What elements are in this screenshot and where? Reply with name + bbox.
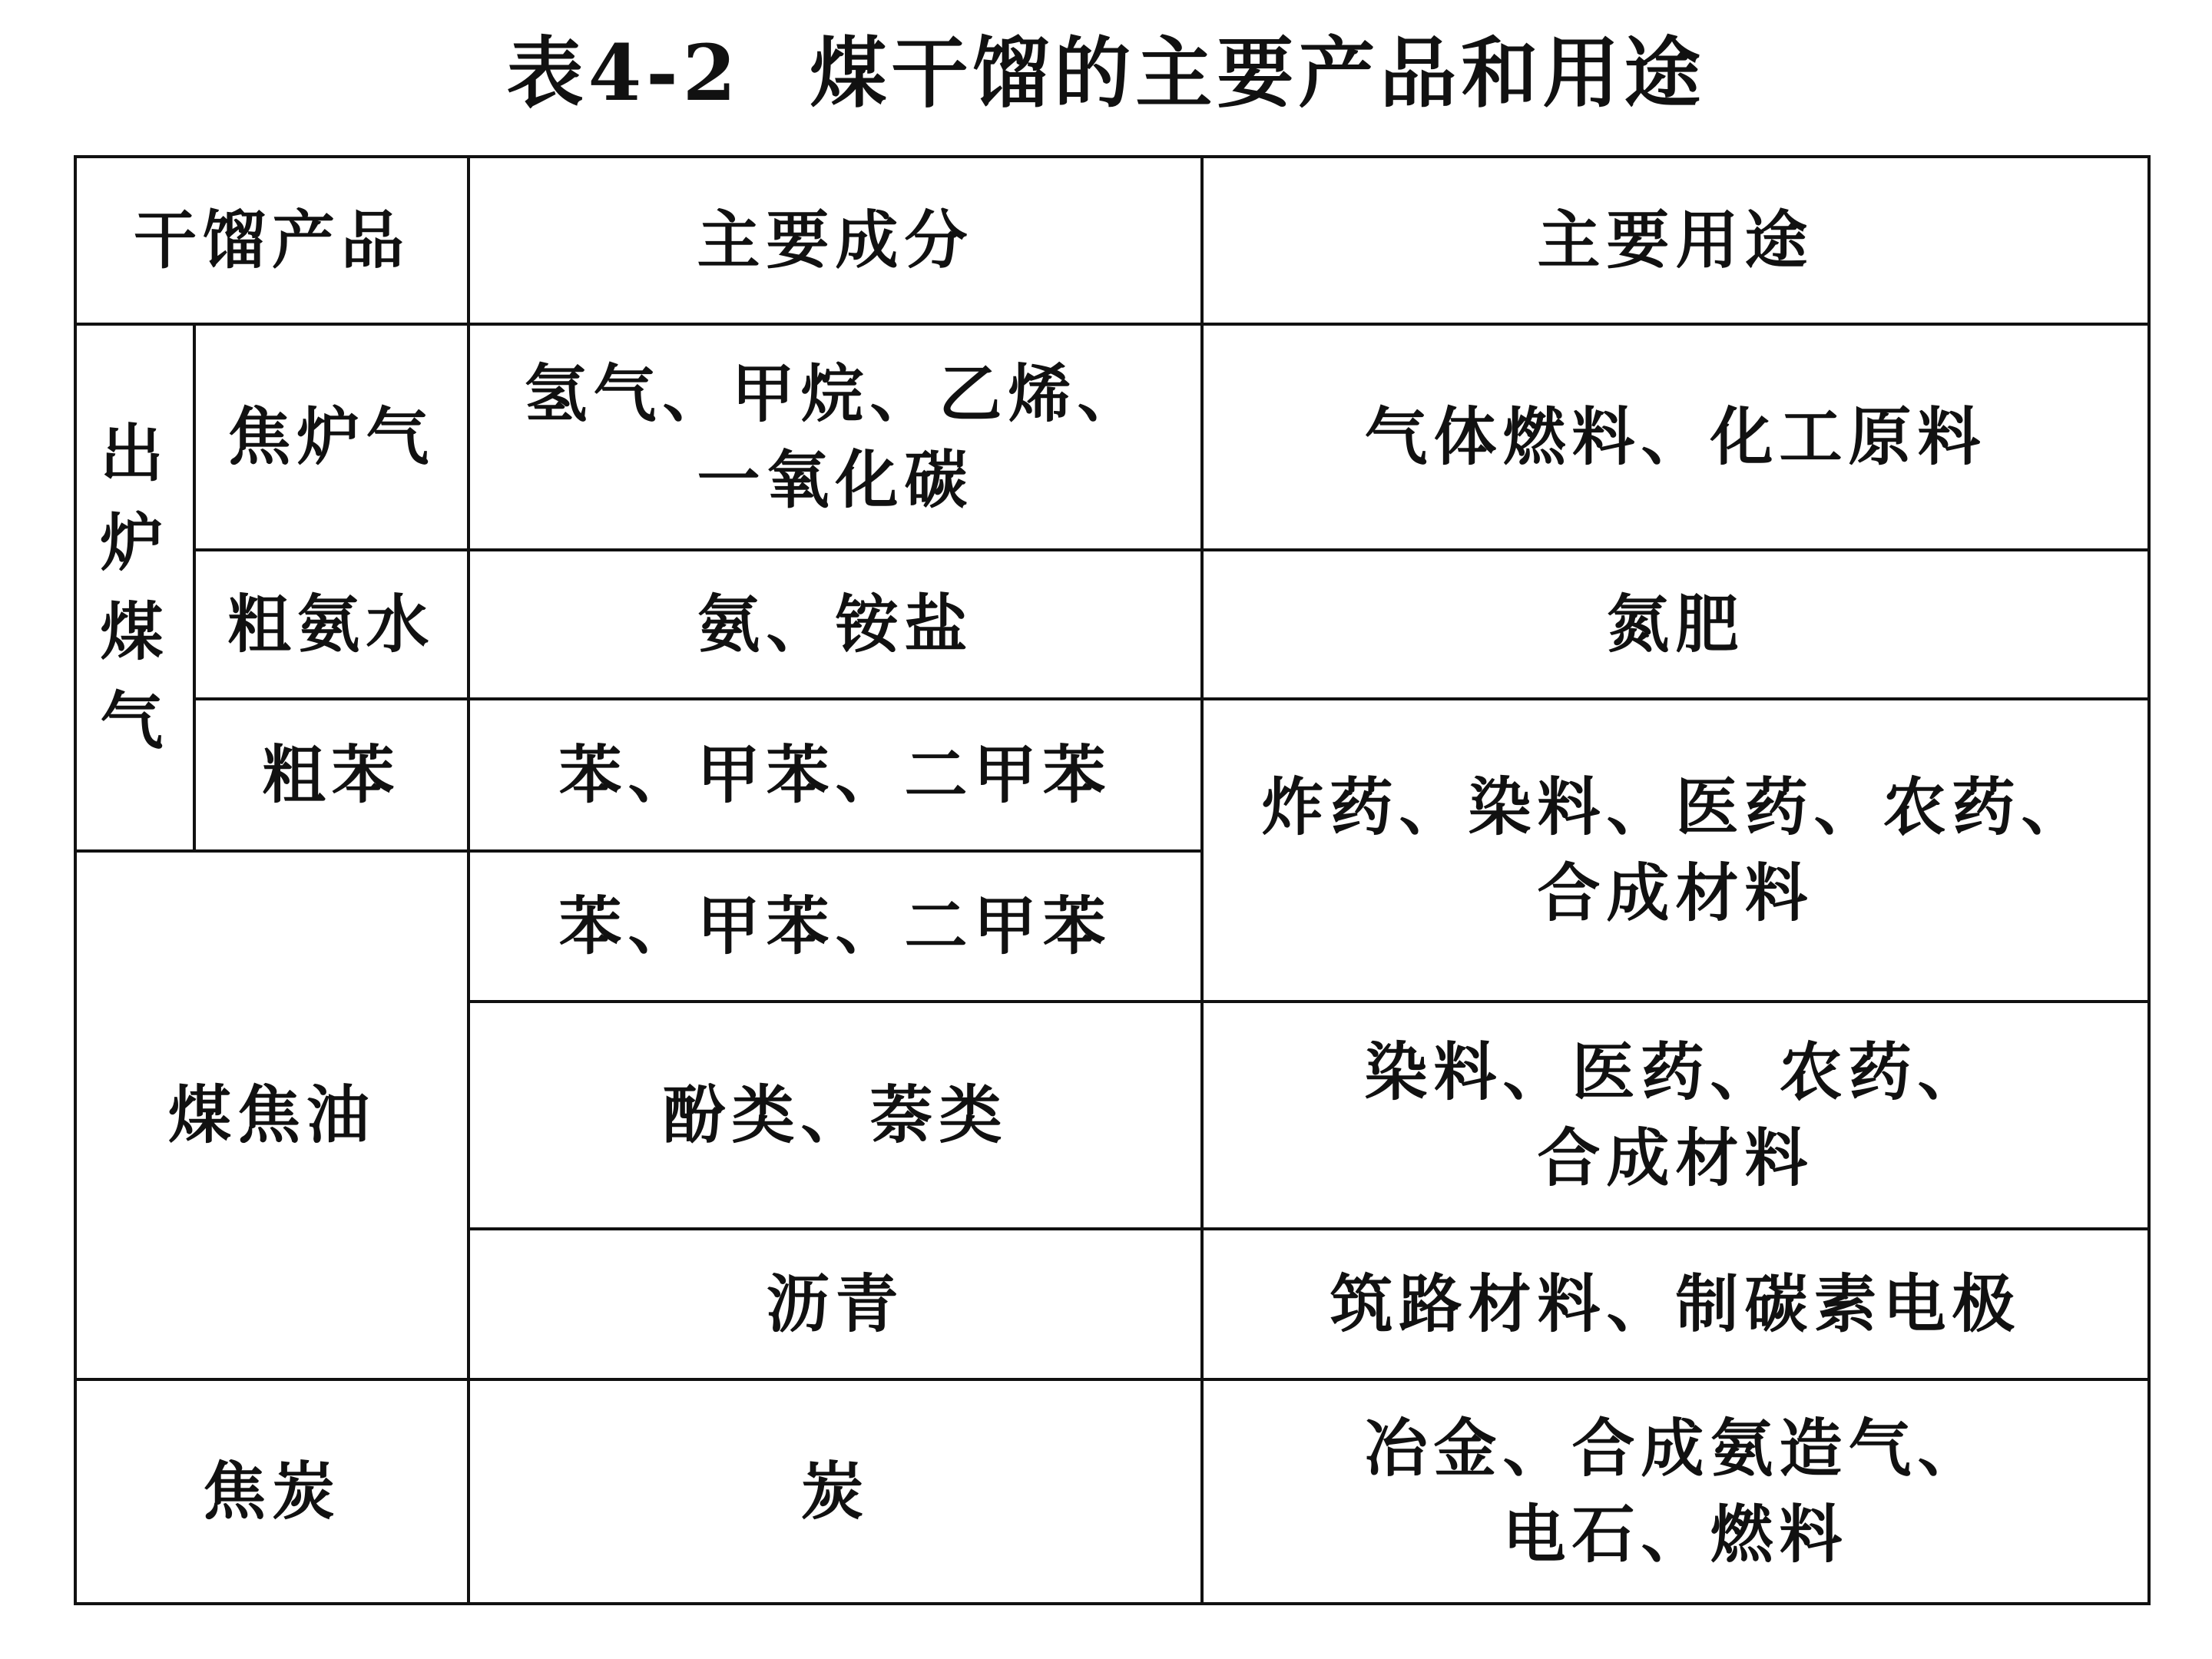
table-title — [0, 15, 2212, 131]
table-row — [75, 699, 2149, 851]
header-product: 干馏产品 — [75, 157, 469, 324]
use-coke-line1: 冶金、合成氨造气、 — [1364, 1412, 1987, 1485]
use-pitch: 筑路材料、制碳素电极 — [1202, 1229, 2149, 1379]
component-coke-gas-line2: 一氧化碳 — [697, 443, 974, 517]
table-row — [75, 324, 2149, 550]
header-component: 主要成分 — [469, 157, 1202, 324]
use-phenol-line1: 染料、医药、农药、 — [1364, 1035, 1987, 1109]
use-phenol-line2: 合成材料 — [1537, 1121, 1814, 1195]
use-coke-line2: 电石、燃料 — [1502, 1498, 1849, 1571]
use-phenol — [1202, 1002, 2149, 1229]
use-coke — [1202, 1379, 2149, 1604]
use-benzene-line1: 炸药、染料、医药、农药、 — [1260, 770, 2091, 844]
use-benzene — [1202, 699, 2149, 1002]
group-label-cell — [75, 324, 194, 851]
product-coke-gas: 焦炉气 — [194, 324, 469, 550]
component-coke-gas-line1: 氢气、甲烷、乙烯、 — [524, 357, 1147, 431]
table-caption: 煤干馏的主要产品和用途 — [810, 28, 1706, 118]
table-number: 表4-2 — [506, 28, 741, 118]
component-pitch: 沥青 — [469, 1229, 1202, 1379]
table-row — [75, 550, 2149, 699]
component-coke-gas — [469, 324, 1202, 550]
component-phenol: 酚类、萘类 — [469, 1002, 1202, 1229]
product-ammonia-water: 粗氨水 — [194, 550, 469, 699]
header-row — [75, 157, 2149, 324]
product-crude-benzene: 粗苯 — [194, 699, 469, 851]
product-coal-tar: 煤焦油 — [75, 851, 469, 1379]
header-use: 主要用途 — [1202, 157, 2149, 324]
coal-distillation-table — [74, 155, 2151, 1605]
use-benzene-line2: 合成材料 — [1537, 856, 1814, 930]
table-row — [75, 1379, 2149, 1604]
use-coke-gas: 气体燃料、化工原料 — [1202, 324, 2149, 550]
component-ammonia-water: 氨、铵盐 — [469, 550, 1202, 699]
component-crude-benzene: 苯、甲苯、二甲苯 — [469, 699, 1202, 851]
product-coke: 焦炭 — [75, 1379, 469, 1604]
component-coke: 炭 — [469, 1379, 1202, 1604]
group-label: 出炉煤气 — [100, 417, 170, 758]
use-ammonia-water: 氮肥 — [1202, 550, 2149, 699]
component-coal-tar-benzene: 苯、甲苯、二甲苯 — [469, 851, 1202, 1002]
